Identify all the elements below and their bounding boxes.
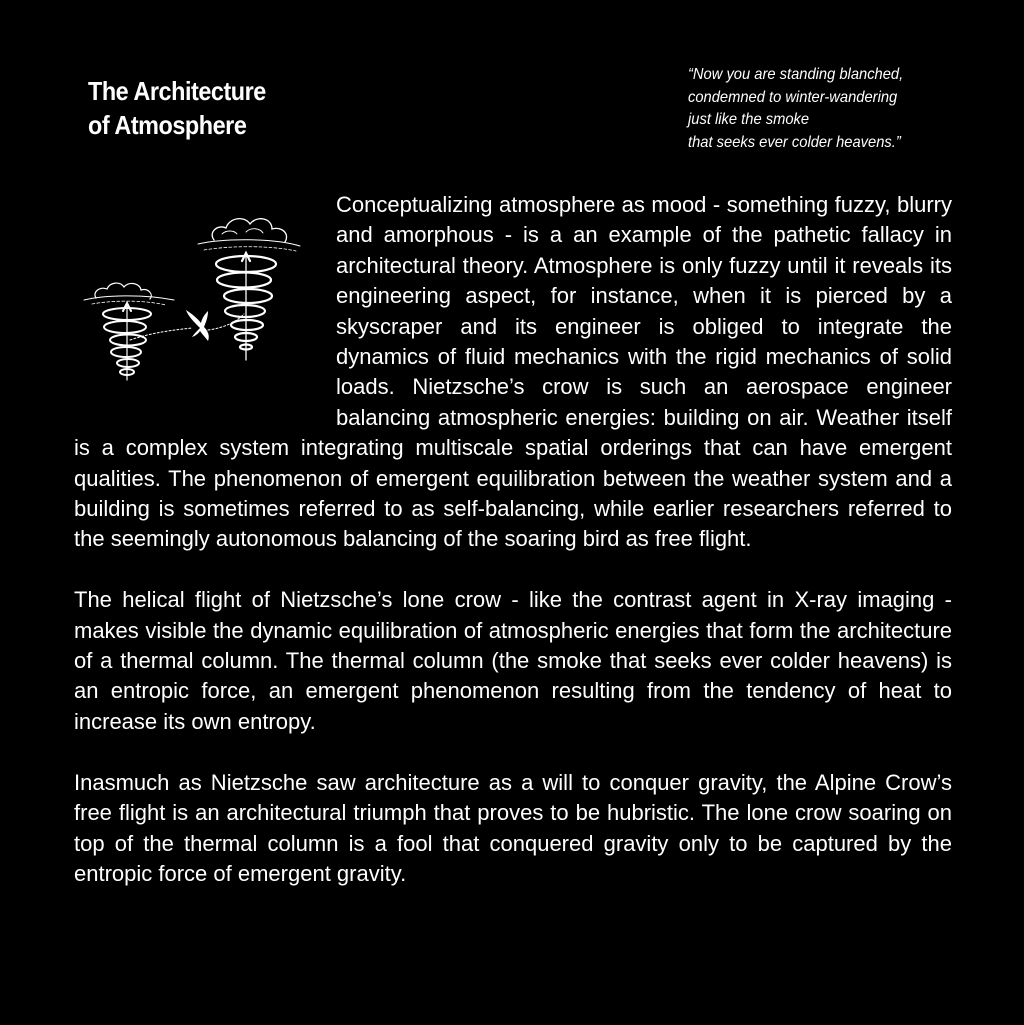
article-body — [74, 190, 952, 889]
epigraph-line: that seeks ever colder heavens.” — [688, 133, 901, 151]
title-line-2: of Atmosphere — [88, 110, 247, 140]
epigraph-quote — [688, 64, 903, 154]
epigraph-line: “Now you are standing blanched, — [688, 66, 904, 83]
epigraph-line: just like the smoke — [688, 111, 810, 128]
paragraph: The helical flight of Nietzsche’s lone crow - like the contrast agent in X-ray imaging - makes visible the dynamic equilibration of atmospheric energies that form the architecture of a thermal column. The thermal column (the smoke that seeks ever colder heavens) is an entropic force, an emergent phenomenon resulting from the tendency of heat to increase its own entropy. — [74, 587, 952, 734]
page-title — [88, 74, 266, 142]
epigraph-line: condemned to winter-wandering — [688, 88, 898, 106]
illustration-spacer — [74, 190, 336, 433]
paragraph: Conceptualizing atmosphere as mood - something fuzzy, blurry and amorphous - is a an example of the pathetic fallacy in architectural theory. Atmosphere is only fuzzy until it reveals its engineering aspect, for instance, when it is pierced by a skyscraper and its engineer is obliged to integrate the dynamics of fluid mechanics with the rigid mechanics of solid loads. Nietzsche’s crow is such an aerospace engineer balancing atmospheric energies: building on air. Weather itself is a complex system integrating multiscale spatial orderings that can have emergent qualities. The phenomenon of emergent equilibration between the weather system and a building is sometimes referred to as self-balancing, while earlier researchers referred to the seemingly autonomous balancing of the soaring bird as free flight. — [74, 192, 952, 552]
paragraph: Inasmuch as Nietzsche saw architecture as a will to conquer gravity, the Alpine Crow’s free flight is an architectural triumph that proves to be hubristic. The lone crow soaring on top of the thermal column is a fool that conquered gravity only to be captured by the entropic force of emergent gravity. — [74, 769, 952, 886]
title-line-1: The Architecture — [88, 76, 266, 106]
